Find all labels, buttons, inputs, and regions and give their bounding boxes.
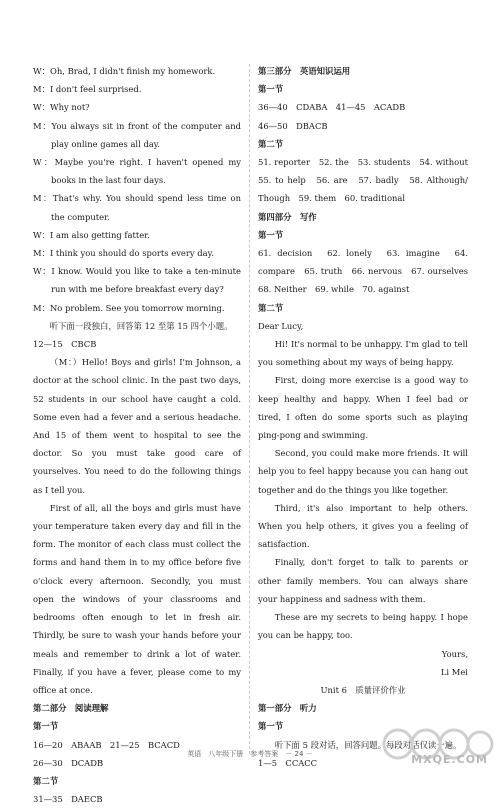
answer-line: 31—35 DAECB: [33, 794, 103, 805]
listening-instruction: 听下面 5 段对话，回答问题。每段对话仅读一遍。: [274, 739, 462, 750]
letter-signature: Li Mei: [440, 666, 468, 677]
section-heading: 第一节: [258, 229, 284, 240]
letter-paragraph: Second, you could make more friends. It will help you to feel happy because you can hang out together and do the things you like together.: [258, 448, 468, 495]
dialogue-line: W：Why not?: [33, 102, 90, 113]
section-heading: 第二节: [258, 138, 284, 149]
part-heading: 第二部分 阅读理解: [33, 703, 109, 714]
monologue-paragraph: （M：）Hello! Boys and girls! I'm Johnson, a doctor at the school clinic. In the past two days, 52 students in our school have caught a cold. Some even had a fever and a serious headache. And 15 of them went to hospital to see the doctor. So you must take good care of yourselves. You need to do the following things as I tell you.: [33, 357, 241, 495]
letter-closing: Yours,: [441, 648, 468, 659]
dialogue-line: M：That's why. You should spend less time on the computer.: [33, 193, 241, 222]
section-heading: 第一节: [258, 721, 284, 732]
section-heading: 第二节: [258, 302, 284, 313]
dialogue-line: M：I don't feel surprised.: [33, 84, 142, 95]
section-heading: 第一节: [258, 84, 284, 95]
letter-paragraph: These are my secrets to being happy. I hope you can be happy, too.: [258, 612, 468, 641]
section-heading: 第二节: [33, 775, 59, 786]
watermark-logo: [376, 724, 496, 768]
listening-instruction: 听下面一段独白，回答第 12 至第 15 四个小题。: [49, 320, 233, 331]
page-footer: 英语 八年级下册 参考答案 － 24 －: [187, 750, 313, 758]
letter-greeting: Dear Lucy,: [258, 320, 304, 331]
column-divider: [249, 64, 250, 754]
answer-line: 46—50 DBACB: [258, 120, 328, 131]
right-column: [258, 62, 477, 772]
letter-paragraph: First, doing more exercise is a good way to keep healthy and happy. When I feel bad or tired, I often do some sports such as playing ping-pong and swimming.: [258, 375, 468, 441]
part-heading: 第三部分 英语知识运用: [258, 66, 351, 76]
letter-paragraph: Hi! It's normal to be unhappy. I'm glad to tell you something about my ways of being happy.: [258, 339, 468, 368]
letter-paragraph: Third, it's also important to help others. When you help others, it gives you a feeling of satisfaction.: [258, 502, 468, 550]
section-heading: 第一节: [33, 721, 59, 732]
answer-line: 12—15 CBCB: [33, 339, 97, 350]
dialogue-line: W：Oh, Brad, I didn't finish my homework.: [33, 66, 216, 76]
answer-line: 51. reporter 52. the 53. students 54. without 55. to help 56. are 57. badly 58. Although/ Though 59. them 60. traditional: [258, 157, 477, 204]
answer-line: 36—40 CDABA 41—45 ACADB: [258, 102, 406, 113]
part-heading: 第一部分 听力: [258, 703, 317, 714]
monologue-paragraph: First of all, all the boys and girls must have your temperature taken every day and fill in the form. The monitor of each class must collect the forms and hand them in to my office before five o'clock every afternoon. Secondly, you must open the windows of your classrooms and bedrooms often enough to let in fresh air. Thirdly, be sure to wash your hands before your meals and remember to drink a lot of water. Finally, if you have a fever, please come to my office at once.: [33, 502, 241, 695]
answer-line: 61. decision 62. lonely 63. imagine 64. compare 65. truth 66. nervous 67. ourselves 68. Neither 69. while 70. against: [258, 248, 477, 295]
unit-title: Unit 6 质量评价作业: [320, 684, 406, 695]
part-heading: 第四部分 写作: [258, 211, 317, 222]
dialogue-line: M：No problem. See you tomorrow morning.: [33, 302, 225, 313]
answer-line: 1—5 CCACC: [258, 757, 318, 768]
dialogue-line: W：I am also getting fatter.: [33, 229, 150, 240]
watermark-text: MXQE.COM: [411, 753, 488, 766]
dialogue-line: M：You always sit in front of the computer and play online games all day.: [33, 120, 241, 149]
dialogue-line: W：I know. Would you like to take a ten-minute run with me before breakfast every day?: [33, 266, 241, 295]
letter-paragraph: Finally, don't forget to talk to parents or other family members. You can always share your happiness and sadness with them.: [258, 557, 468, 604]
answer-line: 26—30 DCADB: [33, 757, 104, 768]
dialogue-line: M：I think you should do sports every day.: [33, 248, 214, 259]
dialogue-line: W：Maybe you're right. I haven't opened my books in the last four days.: [33, 157, 241, 186]
answer-line: 16—20 ABAAB 21—25 BCACD: [33, 739, 180, 750]
left-column: [33, 62, 241, 808]
